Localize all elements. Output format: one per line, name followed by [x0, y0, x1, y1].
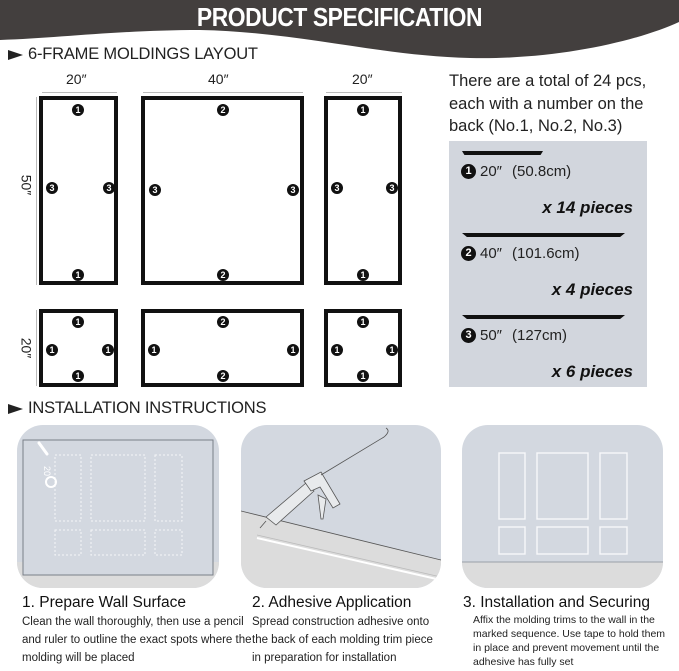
spec-quantity-1: x 14 pieces — [542, 198, 633, 217]
wall-outline-illustration — [17, 425, 219, 588]
piece-number-badge: 1 — [46, 344, 58, 356]
spec-line-2 — [461, 245, 580, 262]
piece-number-badge: 1 — [102, 344, 114, 356]
spec-length: 40″ — [480, 245, 502, 262]
piece-number-badge: 2 — [217, 269, 229, 281]
dim-left-tall: 50″ — [18, 174, 35, 196]
spec-length: 20″ — [480, 163, 502, 180]
piece-number-badge: 1 — [72, 269, 84, 281]
piece-number-badge: 3 — [461, 328, 476, 343]
piece-number-badge: 1 — [357, 370, 369, 382]
spec-length: 50″ — [480, 327, 502, 344]
spec-line-3 — [461, 327, 567, 344]
step-2-illustration — [241, 425, 441, 588]
dim-line-left-short — [36, 310, 37, 386]
piece-number-badge: 1 — [287, 344, 299, 356]
spec-line-1 — [461, 163, 571, 180]
frame-bottom-middle — [141, 309, 304, 387]
dim-line-top-right — [326, 92, 402, 93]
dim-left-short: 20″ — [18, 337, 35, 359]
piece-number-badge: 3 — [103, 182, 115, 194]
piece-number-badge: 2 — [217, 104, 229, 116]
piece-number-badge: 1 — [331, 344, 343, 356]
spec-quantity-2: x 4 pieces — [551, 280, 633, 299]
step-3-description: Affix the molding trims to the wall in the marked sequence. Use tape to hold them in place and prevent movement until the adhesive has fully set — [473, 614, 666, 668]
dim-top-left: 20″ — [66, 71, 87, 87]
piece-number-badge: 2 — [461, 246, 476, 261]
page-title: PRODUCT SPECIFICATION — [196, 2, 483, 32]
piece-number-badge: 3 — [386, 182, 398, 194]
dim-line-left-tall — [36, 97, 37, 285]
piece-number-badge: 3 — [149, 184, 161, 196]
step-2-description: Spread construction adhesive onto the back of each molding trim piece in preparation for installation — [252, 616, 433, 664]
caulk-gun-illustration — [241, 425, 441, 588]
piece-number-badge: 1 — [148, 344, 160, 356]
spec-metric: (50.8cm) — [512, 163, 572, 180]
piece-spec-box — [449, 141, 647, 387]
arrow-icon — [8, 404, 23, 414]
piece-bar-40 — [462, 233, 625, 237]
dim-line-top-left — [42, 92, 117, 93]
step-1-illustration — [17, 425, 219, 588]
piece-bar-20 — [462, 151, 543, 155]
installation-heading — [8, 399, 266, 418]
piece-number-badge: 1 — [72, 316, 84, 328]
piece-bar-50 — [462, 315, 625, 319]
piece-number-badge: 1 — [72, 104, 84, 116]
step-1-description: Clean the wall thoroughly, then use a pencil and ruler to outline the exact spots where the molding will be placed — [22, 616, 252, 664]
layout-heading — [8, 45, 258, 64]
step-3-illustration — [462, 425, 663, 588]
spec-metric: (127cm) — [512, 327, 568, 344]
frame-top-middle — [141, 96, 304, 285]
piece-number-badge: 3 — [287, 184, 299, 196]
piece-number-badge: 1 — [357, 316, 369, 328]
installation-heading-text: INSTALLATION INSTRUCTIONS — [28, 399, 267, 417]
piece-number-badge: 2 — [217, 316, 229, 328]
piece-number-badge: 1 — [386, 344, 398, 356]
layout-heading-text: 6-FRAME MOLDINGS LAYOUT — [28, 45, 258, 63]
frame-top-right — [324, 96, 402, 285]
piece-number-badge: 3 — [331, 182, 343, 194]
dim-top-right: 20″ — [352, 71, 373, 87]
total-pieces-text: There are a total of 24 pcs, each with a number on the back (No.1, No.2, No.3) — [449, 72, 647, 135]
svg-text:20: 20 — [42, 466, 52, 477]
step-1-title: 1. Prepare Wall Surface — [22, 594, 186, 611]
spec-quantity-3: x 6 pieces — [551, 362, 633, 381]
frame-top-left — [39, 96, 118, 285]
piece-number-badge: 1 — [461, 164, 476, 179]
dim-top-middle: 40″ — [208, 71, 229, 87]
arrow-icon — [8, 50, 23, 60]
step-2-title: 2. Adhesive Application — [252, 594, 412, 611]
frame-bottom-left — [39, 309, 118, 387]
dim-line-top-middle — [143, 92, 303, 93]
piece-number-badge: 3 — [46, 182, 58, 194]
frame-bottom-right — [324, 309, 402, 387]
piece-number-badge: 1 — [357, 269, 369, 281]
spec-metric: (101.6cm) — [512, 245, 580, 262]
step-3-title: 3. Installation and Securing — [463, 594, 650, 611]
piece-number-badge: 2 — [217, 370, 229, 382]
piece-number-badge: 1 — [357, 104, 369, 116]
caulk-gun-icon — [260, 428, 388, 528]
piece-number-badge: 1 — [72, 370, 84, 382]
installed-frames-illustration — [462, 425, 663, 588]
